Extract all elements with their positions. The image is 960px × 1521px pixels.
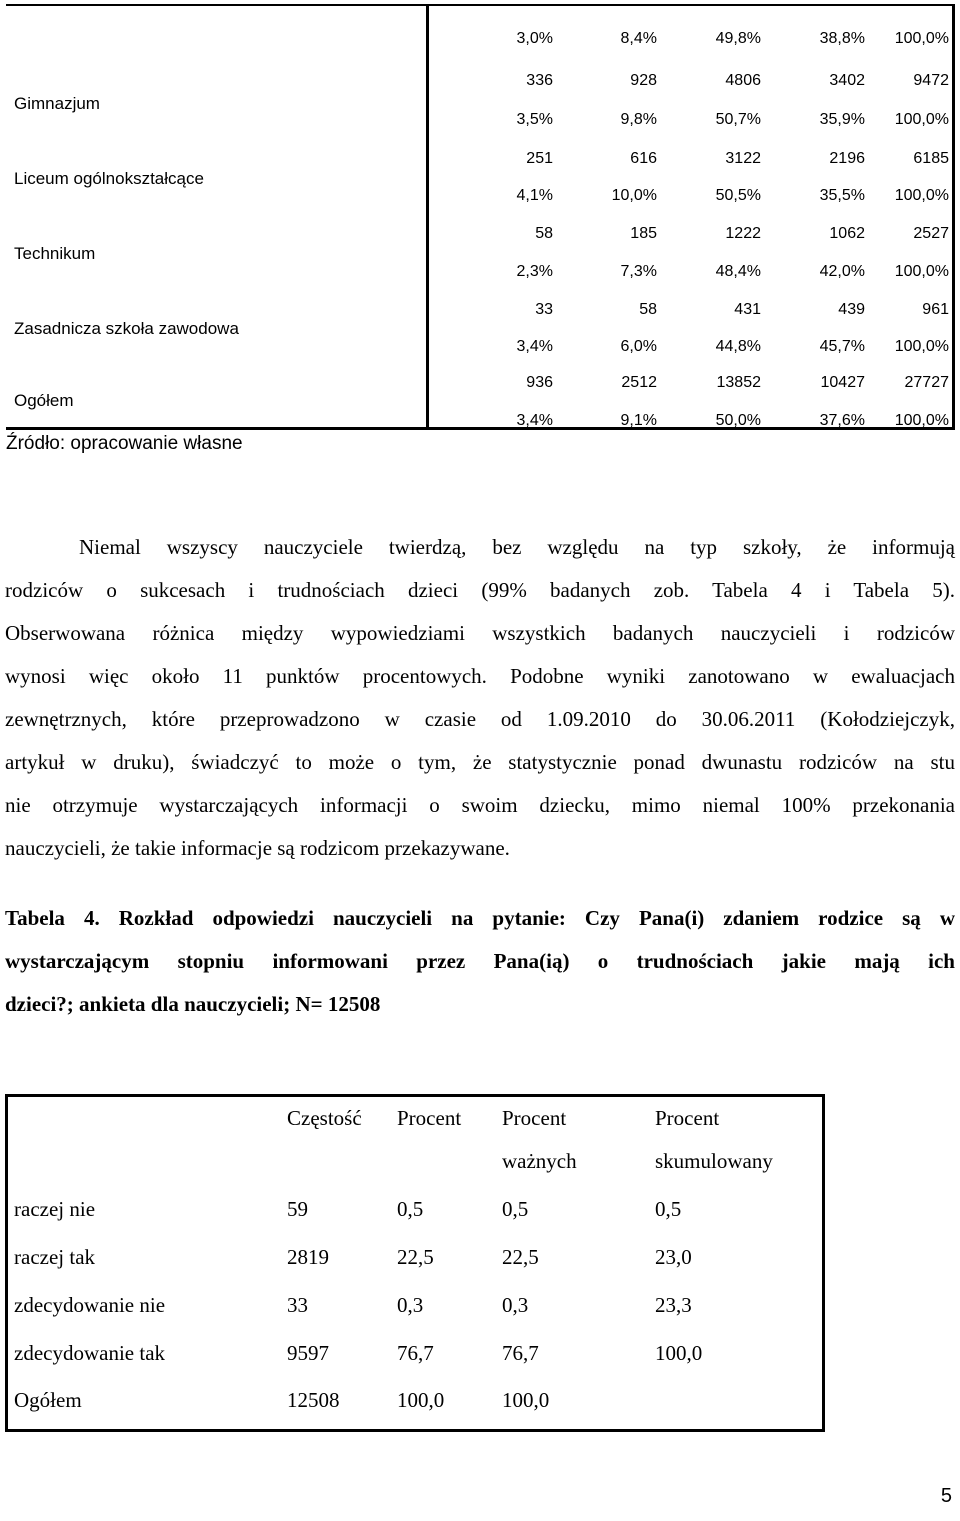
value-cell: 50,7% [715, 111, 761, 128]
value-row [429, 215, 949, 253]
cell-frequency: 33 [287, 1293, 308, 1317]
cell-cumulative-percent: 23,0 [655, 1245, 692, 1269]
table-caption [5, 897, 955, 1026]
cell-percent: 0,3 [397, 1293, 424, 1317]
value-row [429, 101, 949, 139]
row-label: zdecydowanie nie [14, 1293, 166, 1317]
header-cumulative-line1: Procent [655, 1106, 720, 1130]
paragraph-line: Obserwowana różnica między wypowiedziami wszystkich badanych nauczycieli i rodziców [5, 621, 955, 645]
value-cell: 38,8% [819, 30, 865, 47]
value-cell: 1222 [725, 225, 761, 242]
value-cell: 50,0% [715, 412, 761, 429]
value-cell: 2527 [913, 225, 949, 242]
cell-cumulative-percent: 0,5 [655, 1197, 682, 1221]
cell-valid-percent: 0,5 [502, 1197, 529, 1221]
value-row [429, 364, 949, 402]
cell-percent: 22,5 [397, 1245, 434, 1269]
value-cell: 45,7% [819, 338, 865, 355]
cell-percent: 100,0 [397, 1388, 445, 1412]
value-cell: 10427 [820, 374, 865, 391]
cell-frequency: 9597 [287, 1341, 329, 1365]
value-cell: 100,0% [894, 187, 949, 204]
value-cell: 2196 [829, 150, 865, 167]
value-cell: 33 [535, 301, 553, 318]
value-row [429, 253, 949, 291]
caption-line: wystarczającym stopniu informowani przez Pana(ią) o trudnościach jakie mają ich [5, 949, 955, 973]
cell-frequency: 12508 [287, 1388, 340, 1412]
value-cell: 4806 [725, 72, 761, 89]
row-label: Ogółem [14, 1388, 82, 1412]
answers-table [5, 1094, 825, 1432]
value-row [429, 62, 949, 100]
value-cell: 3,4% [516, 338, 553, 355]
value-cell: 49,8% [715, 30, 761, 47]
value-cell: 9472 [913, 72, 949, 89]
top-statistics-table [6, 4, 955, 430]
page-number: 5 [940, 1485, 952, 1507]
value-cell: 7,3% [620, 263, 657, 280]
value-cell: 100,0% [894, 412, 949, 429]
row-label-liceum: Liceum ogólnokształcące [14, 169, 204, 188]
value-cell: 251 [526, 150, 553, 167]
row-label: raczej tak [14, 1245, 96, 1269]
paragraph-line: wynosi więc około 11 punktów procentowych. Podobne wyniki zanotowano w ewaluacjach [5, 664, 955, 688]
paragraph-line: artykuł w druku), świadczyć to może o tym, że statystycznie ponad dwunastu rodziców na stu [5, 750, 955, 774]
value-cell: 35,9% [819, 111, 865, 128]
value-cell: 10,0% [611, 187, 657, 204]
paragraph-line: nie otrzymuje wystarczających informacji o swoim dziecku, mimo niemal 100% przekonania [5, 793, 955, 817]
value-cell: 3402 [829, 72, 865, 89]
cell-percent: 76,7 [397, 1341, 434, 1365]
paragraph-line: rodziców o sukcesach i trudnościach dzieci (99% badanych zob. Tabela 4 i Tabela 5). [5, 578, 955, 602]
header-percent: Procent [397, 1106, 462, 1130]
value-row [429, 291, 949, 329]
value-cell: 42,0% [819, 263, 865, 280]
value-cell: 616 [630, 150, 657, 167]
row-label: raczej nie [14, 1197, 96, 1221]
source-note: Źródło: opracowanie własne [6, 433, 243, 454]
value-cell: 8,4% [620, 30, 657, 47]
cell-valid-percent: 0,3 [502, 1293, 529, 1317]
row-label-ogolem: Ogółem [14, 391, 74, 410]
row-label-technikum: Technikum [14, 244, 96, 263]
value-row [429, 20, 949, 58]
row-label-column [6, 6, 427, 427]
value-cell: 6185 [913, 150, 949, 167]
value-cell: 100,0% [894, 263, 949, 280]
value-row [429, 140, 949, 178]
paragraph-line: Niemal wszyscy nauczyciele twierdzą, bez względu na typ szkoły, że informują [79, 535, 955, 559]
value-cell: 961 [922, 301, 949, 318]
value-cell: 100,0% [894, 111, 949, 128]
cell-valid-percent: 100,0 [502, 1388, 550, 1412]
value-cell: 35,5% [819, 187, 865, 204]
value-cell: 100,0% [894, 338, 949, 355]
value-cell: 4,1% [516, 187, 553, 204]
value-cell: 3122 [725, 150, 761, 167]
row-label-zasadnicza: Zasadnicza szkoła zawodowa [14, 319, 239, 338]
caption-line: Tabela 4. Rozkład odpowiedzi nauczycieli na pytanie: Czy Pana(i) zdaniem rodzice są w [5, 906, 955, 930]
row-label-gimnazjum: Gimnazjum [14, 94, 100, 113]
value-cell: 44,8% [715, 338, 761, 355]
cell-percent: 0,5 [397, 1197, 424, 1221]
value-row [429, 177, 949, 215]
header-frequency: Częstość [287, 1106, 362, 1130]
row-label: zdecydowanie tak [14, 1341, 166, 1365]
value-row [429, 402, 949, 440]
cell-cumulative-percent: 100,0 [655, 1341, 703, 1365]
value-cell: 1062 [829, 225, 865, 242]
value-cell: 936 [526, 374, 553, 391]
value-cell: 336 [526, 72, 553, 89]
value-cell: 50,5% [715, 187, 761, 204]
body-paragraph [5, 526, 955, 870]
cell-frequency: 59 [287, 1197, 308, 1221]
paragraph-line: nauczycieli, że takie informacje są rodzicom przekazywane. [5, 836, 510, 860]
header-valid-line2: ważnych [502, 1149, 577, 1173]
cell-frequency: 2819 [287, 1245, 329, 1269]
value-cell: 3,5% [516, 111, 553, 128]
value-cell: 3,0% [516, 30, 553, 47]
value-cell: 6,0% [620, 338, 657, 355]
paragraph-line: zewnętrznych, które przeprowadzono w czasie od 1.09.2010 do 30.06.2011 (Kołodziejczyk, [5, 707, 955, 731]
cell-valid-percent: 76,7 [502, 1341, 539, 1365]
value-cell: 928 [630, 72, 657, 89]
value-cell: 185 [630, 225, 657, 242]
header-cumulative-line2: skumulowany [655, 1149, 773, 1173]
cell-valid-percent: 22,5 [502, 1245, 539, 1269]
value-cell: 9,8% [620, 111, 657, 128]
value-cell: 27727 [904, 374, 949, 391]
value-cell: 13852 [716, 374, 761, 391]
value-cell: 58 [535, 225, 553, 242]
value-cell: 431 [734, 301, 761, 318]
value-cell: 9,1% [620, 412, 657, 429]
value-cell: 37,6% [819, 412, 865, 429]
value-cell: 2,3% [516, 263, 553, 280]
value-cell: 439 [838, 301, 865, 318]
cell-cumulative-percent: 23,3 [655, 1293, 692, 1317]
value-cell: 48,4% [715, 263, 761, 280]
header-valid-line1: Procent [502, 1106, 567, 1130]
value-cell: 58 [639, 301, 657, 318]
value-cell: 2512 [621, 374, 657, 391]
value-row [429, 328, 949, 366]
caption-line: dzieci?; ankieta dla nauczycieli; N= 12508 [5, 992, 381, 1016]
value-cell: 3,4% [516, 412, 553, 429]
value-cell: 100,0% [894, 30, 949, 47]
